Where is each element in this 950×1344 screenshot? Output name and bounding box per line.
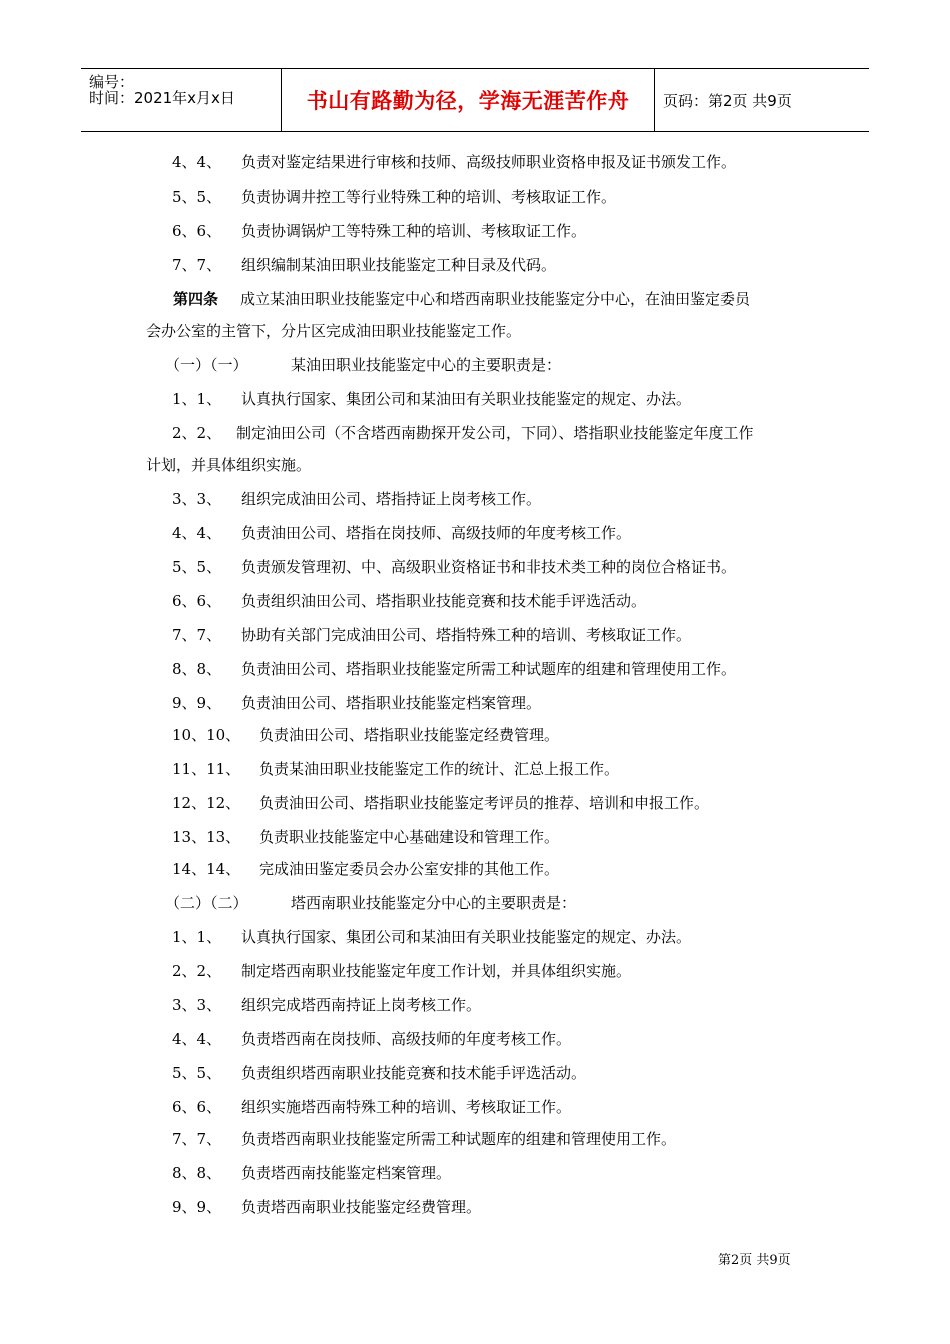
item-text: 完成油田鉴定委员会办公室安排的其他工作。 — [259, 860, 560, 878]
item-text: 组织实施塔西南特殊工种的培训、考核取证工作。 — [241, 1098, 572, 1116]
item-text: 负责组织塔西南职业技能竞赛和技术能手评选活动。 — [241, 1064, 587, 1082]
header-page-number: 页码：第2页 共9页 — [663, 91, 792, 110]
item-number: 1、1、 — [172, 390, 222, 408]
item-text: 组织完成油田公司、塔指持证上岗考核工作。 — [241, 490, 542, 508]
item-text: 负责颁发管理初、中、高级职业资格证书和非技术类工种的岗位合格证书。 — [241, 558, 737, 576]
item-text: 负责油田公司、塔指职业技能鉴定考评员的推荐、培训和申报工作。 — [259, 794, 710, 812]
item-number: 9、9、 — [172, 694, 222, 712]
item-text: 负责油田公司、塔指职业技能鉴定所需工种试题库的组建和管理使用工作。 — [241, 660, 737, 678]
item-text: 负责油田公司、塔指在岗技师、高级技师的年度考核工作。 — [241, 524, 632, 542]
item-number: 9、9、 — [172, 1198, 222, 1216]
item-number: 6、6、 — [172, 592, 222, 610]
item-number: 13、13、 — [172, 828, 241, 846]
item-text: 负责塔西南技能鉴定档案管理。 — [241, 1164, 452, 1182]
item-text: 负责塔西南职业技能鉴定所需工种试题库的组建和管理使用工作。 — [241, 1130, 677, 1148]
item-text: 协助有关部门完成油田公司、塔指特殊工种的培训、考核取证工作。 — [241, 626, 692, 644]
item-text: 某油田职业技能鉴定中心的主要职责是： — [291, 356, 562, 374]
item-number: 4、4、 — [172, 524, 222, 542]
item-number: 3、3、 — [172, 996, 222, 1014]
item-number: 1、1、 — [172, 928, 222, 946]
item-text: 制定塔西南职业技能鉴定年度工作计划，并具体组织实施。 — [241, 962, 632, 980]
item-text: 负责协调锅炉工等特殊工种的培训、考核取证工作。 — [241, 222, 587, 240]
article-number: 第四条 — [173, 290, 219, 308]
item-number: 6、6、 — [172, 222, 222, 240]
item-text: 负责协调井控工等行业特殊工种的培训、考核取证工作。 — [241, 188, 617, 206]
item-text: 认真执行国家、集团公司和某油田有关职业技能鉴定的规定、办法。 — [241, 390, 692, 408]
item-number: 2、2、 — [172, 962, 222, 980]
item-text: 负责油田公司、塔指职业技能鉴定经费管理。 — [259, 726, 560, 744]
item-text: 成立某油田职业技能鉴定中心和塔西南职业技能鉴定分中心，在油田鉴定委员 — [240, 290, 751, 308]
item-text: 会办公室的主管下，分片区完成油田职业技能鉴定工作。 — [146, 322, 522, 340]
item-number: 10、10、 — [172, 726, 241, 744]
item-text: 负责某油田职业技能鉴定工作的统计、汇总上报工作。 — [259, 760, 620, 778]
item-number: 6、6、 — [172, 1098, 222, 1116]
item-text: 认真执行国家、集团公司和某油田有关职业技能鉴定的规定、办法。 — [241, 928, 692, 946]
item-number: 8、8、 — [172, 660, 222, 678]
page-footer: 第2页 共9页 — [718, 1253, 791, 1268]
header-motto: 书山有路勤为径，学海无涯苦作舟 — [282, 69, 655, 131]
item-text: 负责职业技能鉴定中心基础建设和管理工作。 — [259, 828, 560, 846]
item-text: 组织编制某油田职业技能鉴定工种目录及代码。 — [241, 256, 557, 274]
item-number: 4、4、 — [172, 153, 222, 171]
item-number: 2、2、 — [172, 424, 222, 442]
item-text: 塔西南职业技能鉴定分中心的主要职责是： — [291, 894, 577, 912]
header-info-cell — [81, 69, 282, 131]
item-number: 14、14、 — [172, 860, 241, 878]
item-number: 7、7、 — [172, 626, 222, 644]
item-number: 5、5、 — [172, 558, 222, 576]
item-number: 5、5、 — [172, 188, 222, 206]
item-text: 组织完成塔西南持证上岗考核工作。 — [241, 996, 482, 1014]
item-number: 4、4、 — [172, 1030, 222, 1048]
item-number: 7、7、 — [172, 1130, 222, 1148]
item-number: （一）（一） — [165, 356, 248, 374]
item-number: 5、5、 — [172, 1064, 222, 1082]
page-header — [81, 68, 869, 132]
item-number: 11、11、 — [172, 760, 241, 778]
item-text: 负责组织油田公司、塔指职业技能竞赛和技术能手评选活动。 — [241, 592, 647, 610]
serial-number-label: 编号： — [89, 73, 135, 91]
item-text: 计划，并具体组织实施。 — [146, 456, 312, 474]
item-number: 8、8、 — [172, 1164, 222, 1182]
item-text: 负责塔西南在岗技师、高级技师的年度考核工作。 — [241, 1030, 572, 1048]
item-text: 负责油田公司、塔指职业技能鉴定档案管理。 — [241, 694, 542, 712]
item-text: 负责塔西南职业技能鉴定经费管理。 — [241, 1198, 482, 1216]
item-text: 负责对鉴定结果进行审核和技师、高级技师职业资格申报及证书颁发工作。 — [241, 153, 737, 171]
item-number: 7、7、 — [172, 256, 222, 274]
item-text: 制定油田公司（不含塔西南勘探开发公司，下同）、塔指职业技能鉴定年度工作 — [236, 424, 754, 442]
item-number: 12、12、 — [172, 794, 241, 812]
item-number: （二）（二） — [165, 894, 248, 912]
item-number: 3、3、 — [172, 490, 222, 508]
date-label: 时间：2021年x月x日 — [89, 89, 235, 107]
